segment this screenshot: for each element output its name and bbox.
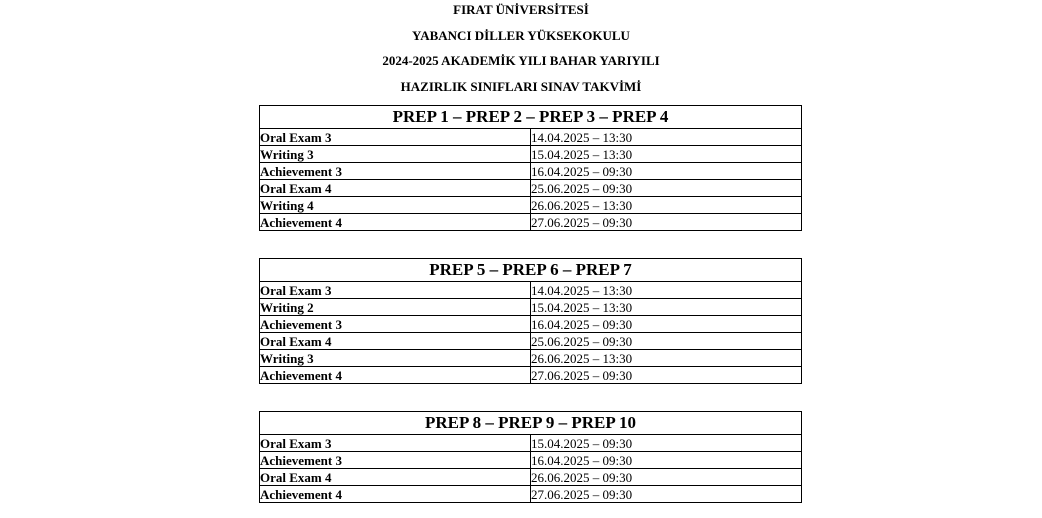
exam-datetime: 15.04.2025 – 09:30 [531,435,802,452]
school-name: YABANCI DİLLER YÜKSEKOKULU [412,28,630,43]
table-row [260,316,802,333]
exam-datetime: 16.04.2025 – 09:30 [531,452,802,469]
table-row [260,350,802,367]
exam-datetime: 15.04.2025 – 13:30 [531,299,802,316]
exam-name: Achievement 4 [260,214,531,231]
table-row [260,435,802,452]
exam-datetime: 26.06.2025 – 13:30 [531,350,802,367]
exam-name: Achievement 4 [260,486,531,503]
exam-datetime: 26.06.2025 – 13:30 [531,197,802,214]
exam-name: Oral Exam 3 [260,282,531,299]
exam-name: Achievement 4 [260,367,531,384]
table-row [260,129,802,146]
table-row [260,197,802,214]
exam-name: Achievement 3 [260,316,531,333]
exam-datetime: 25.06.2025 – 09:30 [531,180,802,197]
exam-datetime: 25.06.2025 – 09:30 [531,333,802,350]
exam-name: Achievement 3 [260,163,531,180]
exam-datetime: 27.06.2025 – 09:30 [531,214,802,231]
academic-term: 2024-2025 AKADEMİK YILI BAHAR YARIYILI [382,53,660,68]
exam-datetime: 26.06.2025 – 09:30 [531,469,802,486]
table-row [260,452,802,469]
exam-name: Achievement 3 [260,452,531,469]
table-row [260,333,802,350]
exam-datetime: 14.04.2025 – 13:30 [531,129,802,146]
exam-table-prep-8-10 [259,411,802,503]
table-title: PREP 5 – PREP 6 – PREP 7 [260,259,802,282]
exam-datetime: 16.04.2025 – 09:30 [531,163,802,180]
exam-name: Oral Exam 4 [260,180,531,197]
table-row [260,299,802,316]
table-title: PREP 1 – PREP 2 – PREP 3 – PREP 4 [260,106,802,129]
exam-datetime: 15.04.2025 – 13:30 [531,146,802,163]
schedule-title: HAZIRLIK SINIFLARI SINAV TAKVİMİ [400,79,642,94]
exam-datetime: 27.06.2025 – 09:30 [531,486,802,503]
exam-name: Oral Exam 3 [260,129,531,146]
exam-name: Writing 3 [260,146,531,163]
exam-name: Oral Exam 4 [260,469,531,486]
table-row [260,163,802,180]
table-title: PREP 8 – PREP 9 – PREP 10 [260,412,802,435]
exam-datetime: 16.04.2025 – 09:30 [531,316,802,333]
exam-datetime: 27.06.2025 – 09:30 [531,367,802,384]
exam-name: Writing 3 [260,350,531,367]
exam-table-prep-1-4 [259,105,802,231]
exam-name: Oral Exam 3 [260,435,531,452]
table-row [260,282,802,299]
table-row [260,469,802,486]
table-row [260,367,802,384]
table-row [260,214,802,231]
university-name: FIRAT ÜNİVERSİTESİ [453,2,589,17]
exam-table-prep-5-7 [259,258,802,384]
exam-name: Writing 2 [260,299,531,316]
exam-datetime: 14.04.2025 – 13:30 [531,282,802,299]
exam-name: Oral Exam 4 [260,333,531,350]
table-row [260,180,802,197]
table-row [260,486,802,503]
exam-name: Writing 4 [260,197,531,214]
table-row [260,146,802,163]
